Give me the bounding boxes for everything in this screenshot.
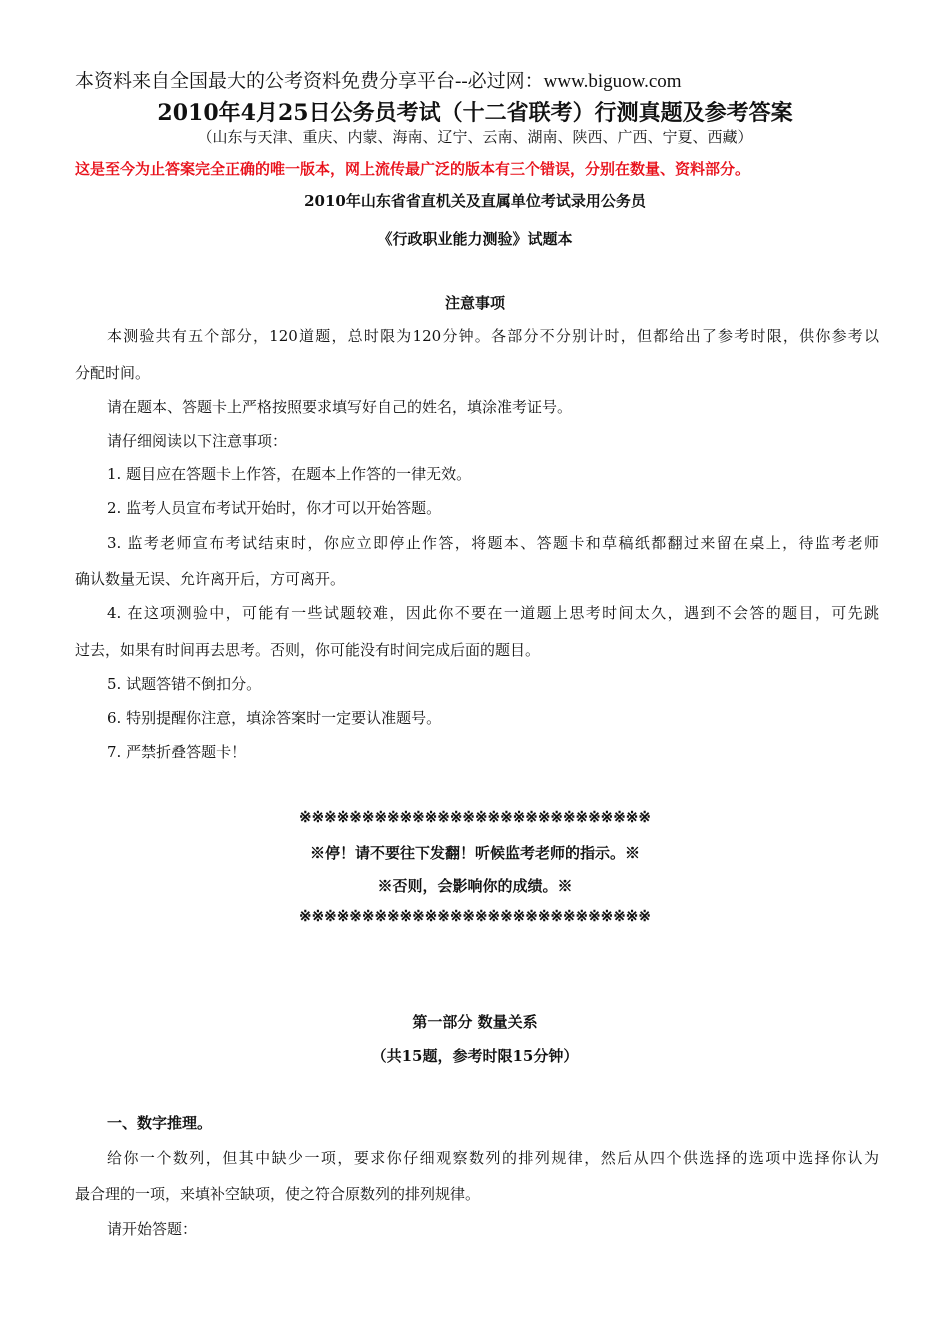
notice-item-3-line2: 确认数量无误、允许离开后，方可离开。	[75, 570, 346, 588]
notice-intro-line2: 分配时间。	[75, 364, 151, 382]
part1-start-prompt: 请开始答题：	[107, 1220, 198, 1238]
notice-line3: 请仔细阅读以下注意事项：	[107, 432, 288, 450]
notice-item-4-line2: 过去，如果有时间再去思考。否则，你可能没有时间完成后面的题目。	[75, 641, 541, 659]
notice-item-5: 5. 试题答错不倒扣分。	[107, 675, 262, 693]
notice-item-4-line1: 4. 在这项测验中，可能有一些试题较难，因此你不要在一道题上思考时间太久，遇到不会答的题目，可先跳	[107, 604, 879, 622]
notice-item-7: 7. 严禁折叠答题卡！	[107, 743, 247, 761]
document-title: 2010年4月25日公务员考试（十二省联考）行测真题及参考答案	[157, 100, 793, 126]
notice-intro-line1: 本测验共有五个部分，120道题，总时限为120分钟。各部分不分别计时，但都给出了参考时限，供你参考以	[107, 327, 879, 345]
stop-box-border-bottom: ※※※※※※※※※※※※※※※※※※※※※※※※※※※※	[299, 907, 651, 925]
notice-item-2: 2. 监考人员宣布考试开始时，你才可以开始答题。	[107, 499, 442, 517]
notice-item-6: 6. 特别提醒你注意，填涂答案时一定要认准题号。	[107, 709, 442, 727]
part1-instructions-line1: 给你一个数列，但其中缺少一项，要求你仔细观察数列的排列规律，然后从四个供选择的选项中选择你认为	[107, 1149, 879, 1167]
source-line: 本资料来自全国最大的公考资料免费分享平台--必过网：www.biguow.com	[75, 71, 682, 92]
part1-heading: 第一部分 数量关系	[412, 1013, 538, 1031]
notice-line2: 请在题本、答题卡上严格按照要求填写好自己的姓名，填涂准考证号。	[107, 398, 573, 416]
warning-note: 这是至今为止答案完全正确的唯一版本，网上流传最广泛的版本有三个错误，分别在数量、资料部分。	[75, 160, 751, 178]
part1-instructions-line2: 最合理的一项，来填补空缺项，使之符合原数列的排列规律。	[75, 1185, 481, 1203]
document-subtitle: （山东与天津、重庆、内蒙、海南、辽宁、云南、湖南、陕西、广西、宁夏、西藏）	[197, 128, 753, 146]
notice-heading: 注意事项	[444, 294, 505, 312]
part1-subheading: （共15题，参考时限15分钟）	[371, 1047, 579, 1065]
part1-section-title: 一、数字推理。	[107, 1114, 213, 1132]
notice-item-3-line1: 3. 监考老师宣布考试结束时，你应立即停止作答，将题本、答题卡和草稿纸都翻过来留在桌上，待监考老师	[107, 534, 879, 552]
notice-item-1: 1. 题目应在答题卡上作答，在题本上作答的一律无效。	[107, 465, 472, 483]
stop-box-line2: ※否则，会影响你的成绩。※	[377, 877, 573, 895]
stop-box-border-top: ※※※※※※※※※※※※※※※※※※※※※※※※※※※※	[299, 808, 651, 826]
stop-box-line1: ※停！请不要往下发翻！听候监考老师的指示。※	[309, 844, 640, 862]
exam-header-line1: 2010年山东省省直机关及直属单位考试录用公务员	[304, 192, 646, 210]
exam-header-line2: 《行政职业能力测验》试题本	[377, 230, 573, 248]
